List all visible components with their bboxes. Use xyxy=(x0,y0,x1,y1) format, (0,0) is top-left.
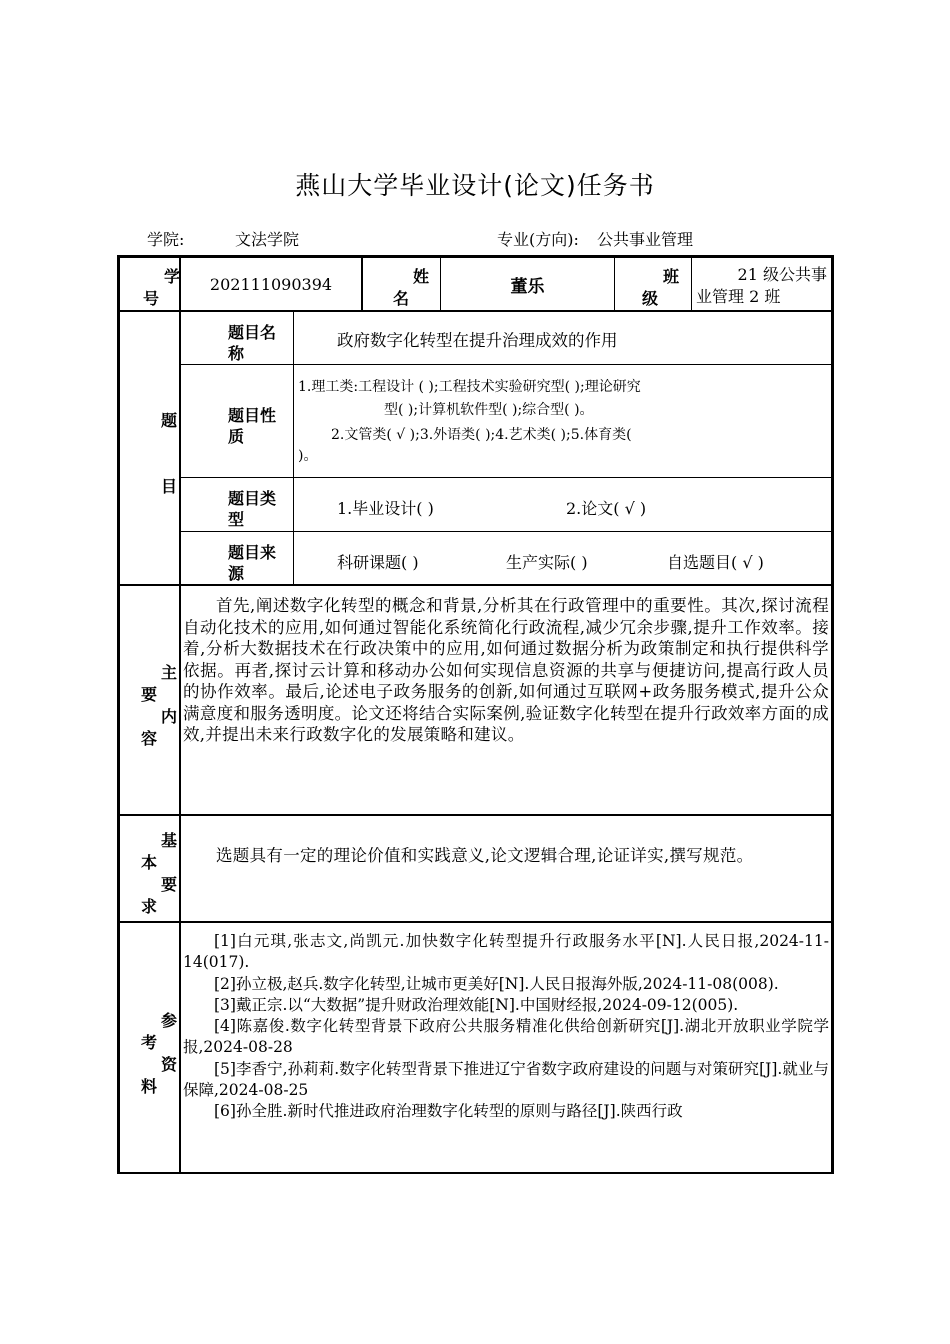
topic-type-thesis: 2.论文( √ ) xyxy=(566,499,647,518)
major-value: 公共事业管理 xyxy=(597,230,694,249)
class-value: 21 级公共事 业管理 2 班 xyxy=(696,265,827,306)
reference-item: [3]戴正宗.以“大数据”提升财政治理效能[N].中国财经报,2024-09-12(005). xyxy=(214,995,739,1014)
topic-type-design: 1.毕业设计( ) xyxy=(337,499,434,518)
student-name-value: 董乐 xyxy=(510,276,545,297)
reference-item: [6]孙全胜.新时代推进政府治理数字化转型的原则与路径[J].陕西行政 xyxy=(214,1102,683,1121)
topic-source-self: 自选题目( √ ) xyxy=(667,553,764,572)
requirements-text: 选题具有一定的理论价值和实践意义,论文逻辑合理,论证详实,撰写规范。 xyxy=(216,846,754,865)
reference-item: [4]陈嘉俊.数字化转型背景下政府公共服务精准化供给创新研究[J].湖北开放职业学院学报,2024-08-28 xyxy=(183,1017,829,1057)
college-value: 文法学院 xyxy=(235,230,300,249)
topic-nature-options: 1.理工类:工程设计 ( );工程技术实验研究型( );理论研究 型( );计算机软件型( );综合型( )。 2.文管类( √ );3.外语类( );4.艺术类( );5.体育类( )。 xyxy=(298,379,641,464)
topic-source-research: 科研课题( ) xyxy=(337,553,419,572)
reference-item: [2]孙立极,赵兵.数字化转型,让城市更美好[N].人民日报海外版,2024-11-08(008). xyxy=(214,974,779,993)
reference-item: [5]李香宁,孙莉莉.数字化转型背景下推进辽宁省数字政府建设的问题与对策研究[J].就业与保障,2024-08-25 xyxy=(183,1059,829,1100)
topic-source-production: 生产实际( ) xyxy=(506,553,588,572)
college-label: 学院: xyxy=(147,230,185,249)
references-list xyxy=(183,931,829,1172)
major-label: 专业(方向): xyxy=(497,230,579,249)
student-id-value: 202111090394 xyxy=(209,274,333,294)
main-content-text: 首先,阐述数字化转型的概念和背景,分析其在行政管理中的重要性。其次,探讨流程自动化技术的应用,如何通过智能化系统简化行政流程,减少冗余步骤,提升工作效率。接着,分析大数据技术在行政决策中的应用,如何通过数据分析为政策制定和执行提供科学依据。再者,探讨云计算和移动办公如何实现信息资源的共享与便捷访问,提高行政人员的协作效率。最后,论述电子政务服务的创新,如何通过互联网+政务服务模式,提升公众满意度和服务透明度。论文还将结合实际案例,验证数字化转型在提升行政效率方面的成效,并提出未来行政数字化的发展策略和建议。 xyxy=(183,596,829,744)
reference-item: [1]白元琪,张志文,尚凯元.加快数字化转型提升行政服务水平[N].人民日报,2024-11-14(017). xyxy=(183,932,829,972)
document-title: 燕山大学毕业设计(论文)任务书 xyxy=(295,171,655,200)
topic-name-value: 政府数字化转型在提升治理成效的作用 xyxy=(337,331,618,350)
